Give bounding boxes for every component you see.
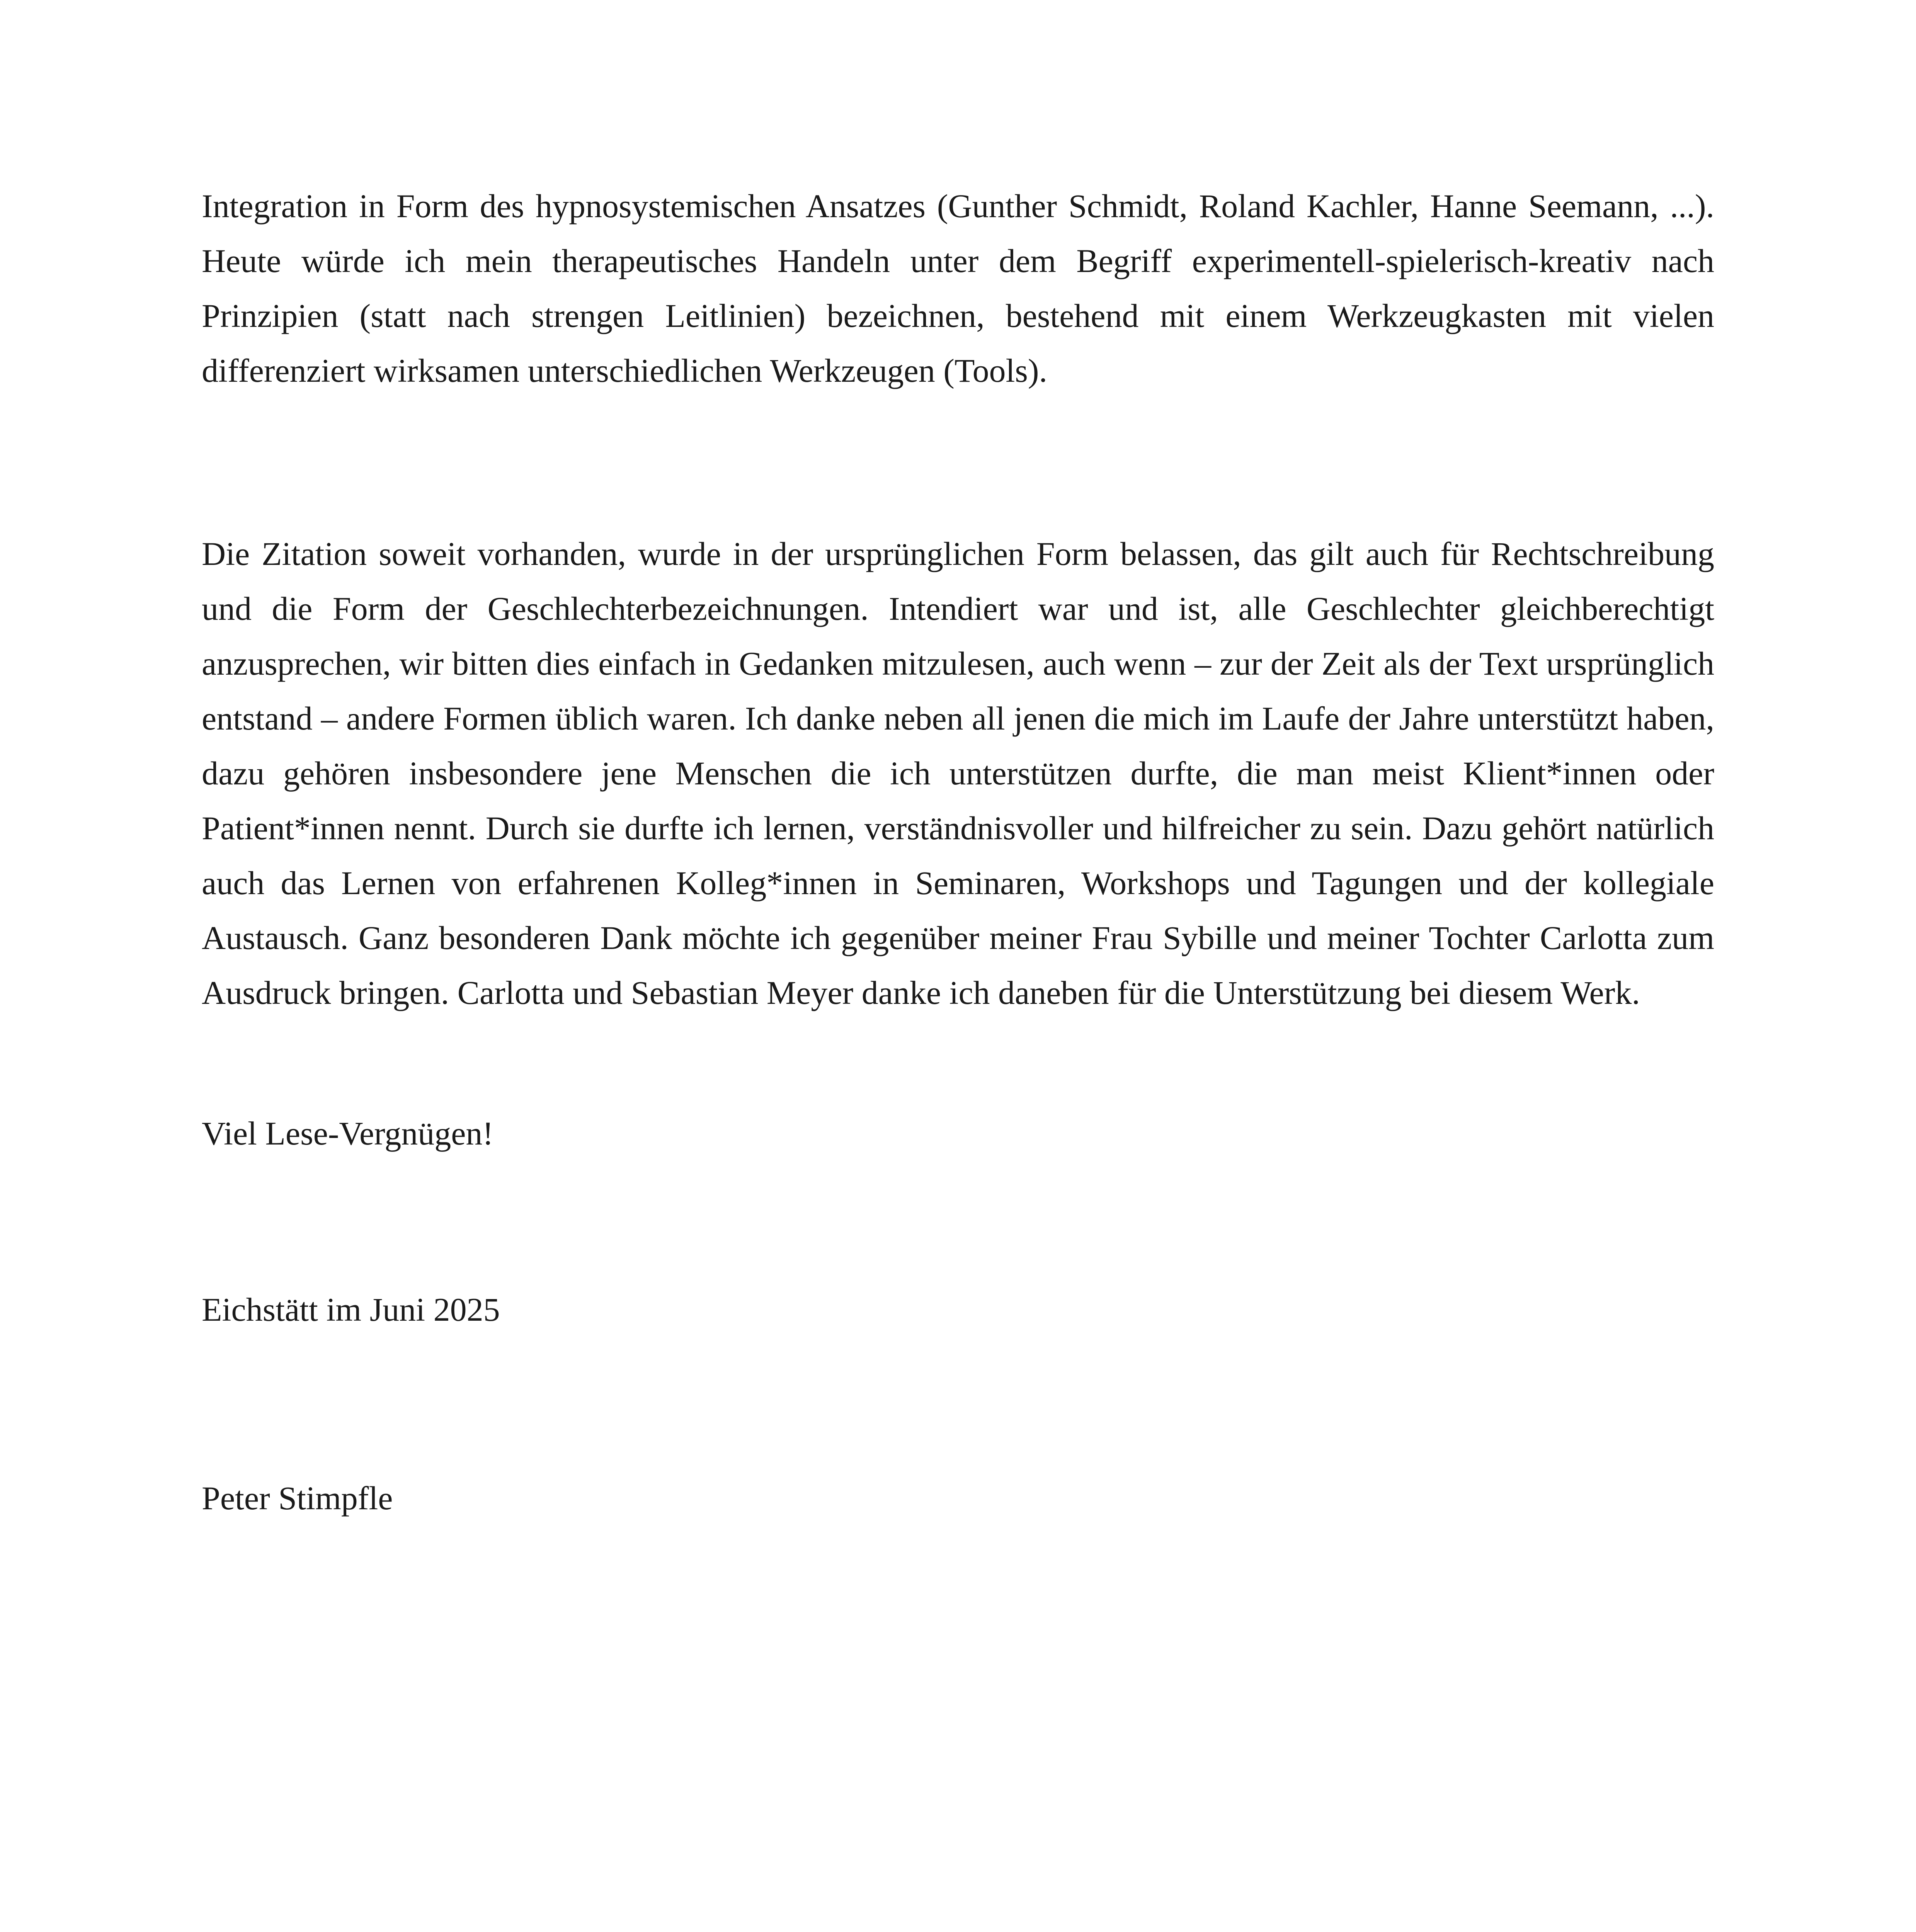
body-paragraph-intro: Integration in Form des hypnosystemischen Ansatzes (Gunther Schmidt, Roland Kachler, Hanne Seemann, ...). Heute würde ich mein therapeutisches Handeln unter dem Begriff experimentell-spielerisch-kreativ nach Prinzipien (statt nach strengen Leitlinien) bezeichnen, bestehend mit einem Werkzeugkasten mit vielen differenziert wirksamen unterschiedlichen Werkzeugen (Tools). xyxy=(202,187,1714,389)
place-and-date: Eichstätt im Juni 2025 xyxy=(202,1291,500,1328)
author-signature: Peter Stimpfle xyxy=(202,1480,393,1517)
body-paragraph-acknowledgements: Die Zitation soweit vorhanden, wurde in der ursprünglichen Form belassen, das gilt auch für Rechtschreibung und die Form der Geschlechterbezeichnungen. Intendiert war und ist, alle Geschlechter gleichberechtigt anzusprechen, wir bitten dies einfach in Gedanken mitzulesen, auch wenn – zur der Zeit als der Text ursprünglich entstand – andere Formen üblich waren. Ich danke neben all jenen die mich im Laufe der Jahre unterstützt haben, dazu gehören insbesondere jene Menschen die ich unterstützen durfte, die man meist Klient*innen oder Patient*innen nennt. Durch sie durfte ich lernen, verständnisvoller und hilfreicher zu sein. Dazu gehört natürlich auch das Lernen von erfahrenen Kolleg*innen in Seminaren, Workshops und Tagungen und der kollegiale Austausch. Ganz besonderen Dank möchte ich gegenüber meiner Frau Sybille und meiner Tochter Carlotta zum Ausdruck bringen. Carlotta und Sebastian Meyer danke ich daneben für die Unterstützung bei diesem Werk. xyxy=(202,535,1714,1011)
closing-line: Viel Lese-Vergnügen! xyxy=(202,1115,494,1152)
